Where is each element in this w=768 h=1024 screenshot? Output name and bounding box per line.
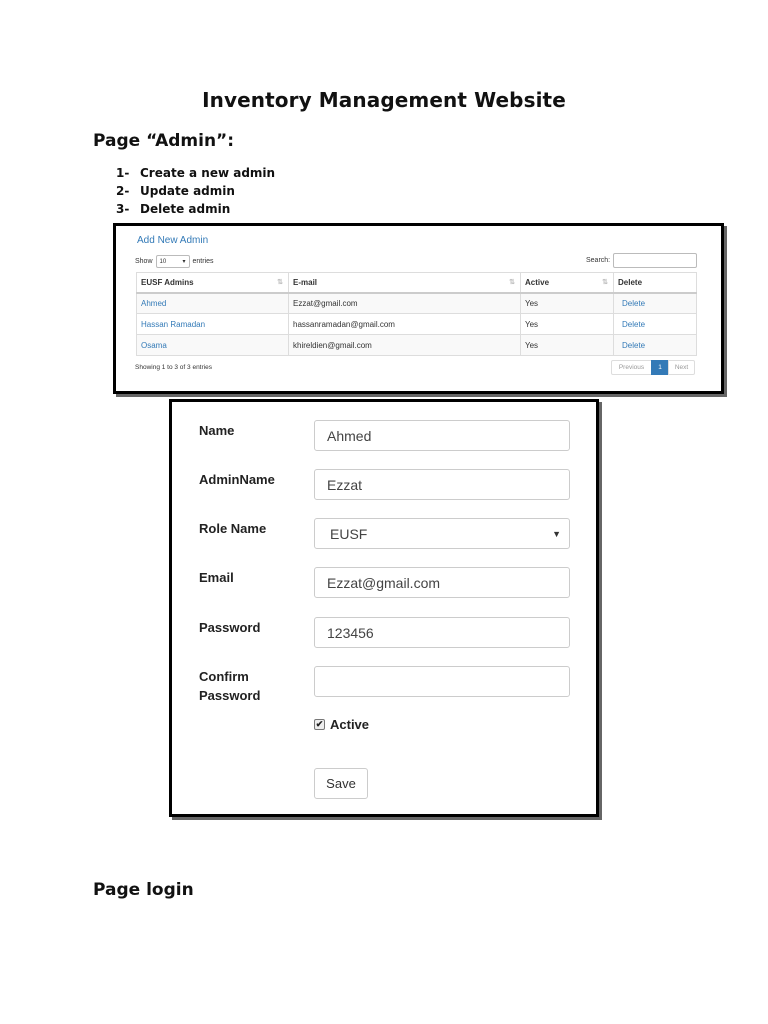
active-checkbox-row (314, 717, 369, 732)
list-number: 1- (116, 166, 130, 180)
document-title: Inventory Management Website (202, 88, 566, 112)
active-label: Active (330, 717, 370, 732)
name-input[interactable]: Ahmed (314, 420, 570, 451)
active-checkbox[interactable] (314, 719, 325, 730)
password-input[interactable]: 123456 (314, 617, 570, 648)
admin-section-heading: Page “Admin”: (93, 131, 235, 151)
admins-table (136, 272, 697, 356)
role-name-label: Role Name (199, 521, 267, 536)
list-text: Create a new admin (140, 166, 276, 180)
admin-active: Yes (521, 293, 614, 314)
list-number: 3- (116, 202, 130, 216)
pagination (612, 360, 695, 375)
list-item (116, 182, 275, 200)
confirm-password-label (199, 667, 260, 705)
next-page-button[interactable]: Next (668, 360, 695, 375)
requirements-list (116, 164, 275, 218)
sort-arrows-icon: ⇅ (509, 279, 515, 286)
page-1-button[interactable]: 1 (651, 360, 669, 375)
add-new-admin-link[interactable]: Add New Admin (137, 235, 209, 246)
list-text: Update admin (140, 184, 235, 198)
role-name-select[interactable] (314, 518, 570, 549)
chevron-down-icon: ▾ (182, 259, 186, 265)
delete-link[interactable]: Delete (614, 293, 697, 314)
adminname-label: AdminName (199, 472, 275, 487)
chevron-down-icon: ▼ (552, 528, 561, 539)
list-item (116, 200, 275, 218)
search-label: Search: (586, 257, 611, 264)
admin-active: Yes (521, 335, 614, 356)
checkmark-icon: ✔ (315, 719, 324, 729)
confirm-password-input[interactable] (314, 666, 570, 697)
sort-arrows-icon: ⇅ (602, 279, 608, 286)
entries-length-control (135, 255, 214, 268)
entries-value: 10 (159, 258, 167, 265)
list-text: Delete admin (140, 202, 231, 216)
admin-email: hassanramadan@gmail.com (289, 314, 521, 335)
table-row (137, 335, 697, 356)
table-row (137, 314, 697, 335)
list-number: 2- (116, 184, 130, 198)
confirm-label-line: Confirm (199, 669, 249, 684)
table-search (586, 253, 697, 268)
admin-name-link[interactable]: Osama (137, 335, 289, 356)
email-label: Email (199, 570, 234, 585)
search-input[interactable] (613, 253, 697, 268)
delete-link[interactable]: Delete (614, 314, 697, 335)
entries-select[interactable] (156, 255, 190, 268)
table-header-row (137, 273, 697, 293)
admin-email: Ezzat@gmail.com (289, 293, 521, 314)
entries-label: entries (192, 258, 214, 265)
admin-name-link[interactable]: Ahmed (137, 293, 289, 314)
column-header-email[interactable]: E-mail ⇅ (289, 273, 521, 293)
delete-link[interactable]: Delete (614, 335, 697, 356)
show-label: Show (135, 258, 153, 265)
password-label: Password (199, 620, 261, 635)
admin-form-screenshot (169, 399, 599, 817)
email-input[interactable]: Ezzat@gmail.com (314, 567, 570, 598)
table-row (137, 293, 697, 314)
save-button[interactable]: Save (314, 768, 368, 799)
adminname-input[interactable]: Ezzat (314, 469, 570, 500)
admin-email: khireldien@gmail.com (289, 335, 521, 356)
sort-arrows-icon: ⇅ (277, 279, 283, 286)
login-section-heading: Page login (93, 880, 194, 900)
admin-active: Yes (521, 314, 614, 335)
column-header-delete: Delete (614, 273, 697, 293)
confirm-label-line: Password (199, 688, 261, 703)
table-info: Showing 1 to 3 of 3 entries (135, 364, 212, 371)
column-header-active[interactable]: Active ⇅ (521, 273, 614, 293)
previous-page-button[interactable]: Previous (611, 360, 652, 375)
role-name-value: EUSF (330, 525, 368, 542)
column-header-admins[interactable]: EUSF Admins ⇅ (137, 273, 289, 293)
admin-name-link[interactable]: Hassan Ramadan (137, 314, 289, 335)
admin-table-screenshot (113, 223, 724, 394)
name-label: Name (199, 423, 235, 438)
list-item (116, 164, 275, 182)
